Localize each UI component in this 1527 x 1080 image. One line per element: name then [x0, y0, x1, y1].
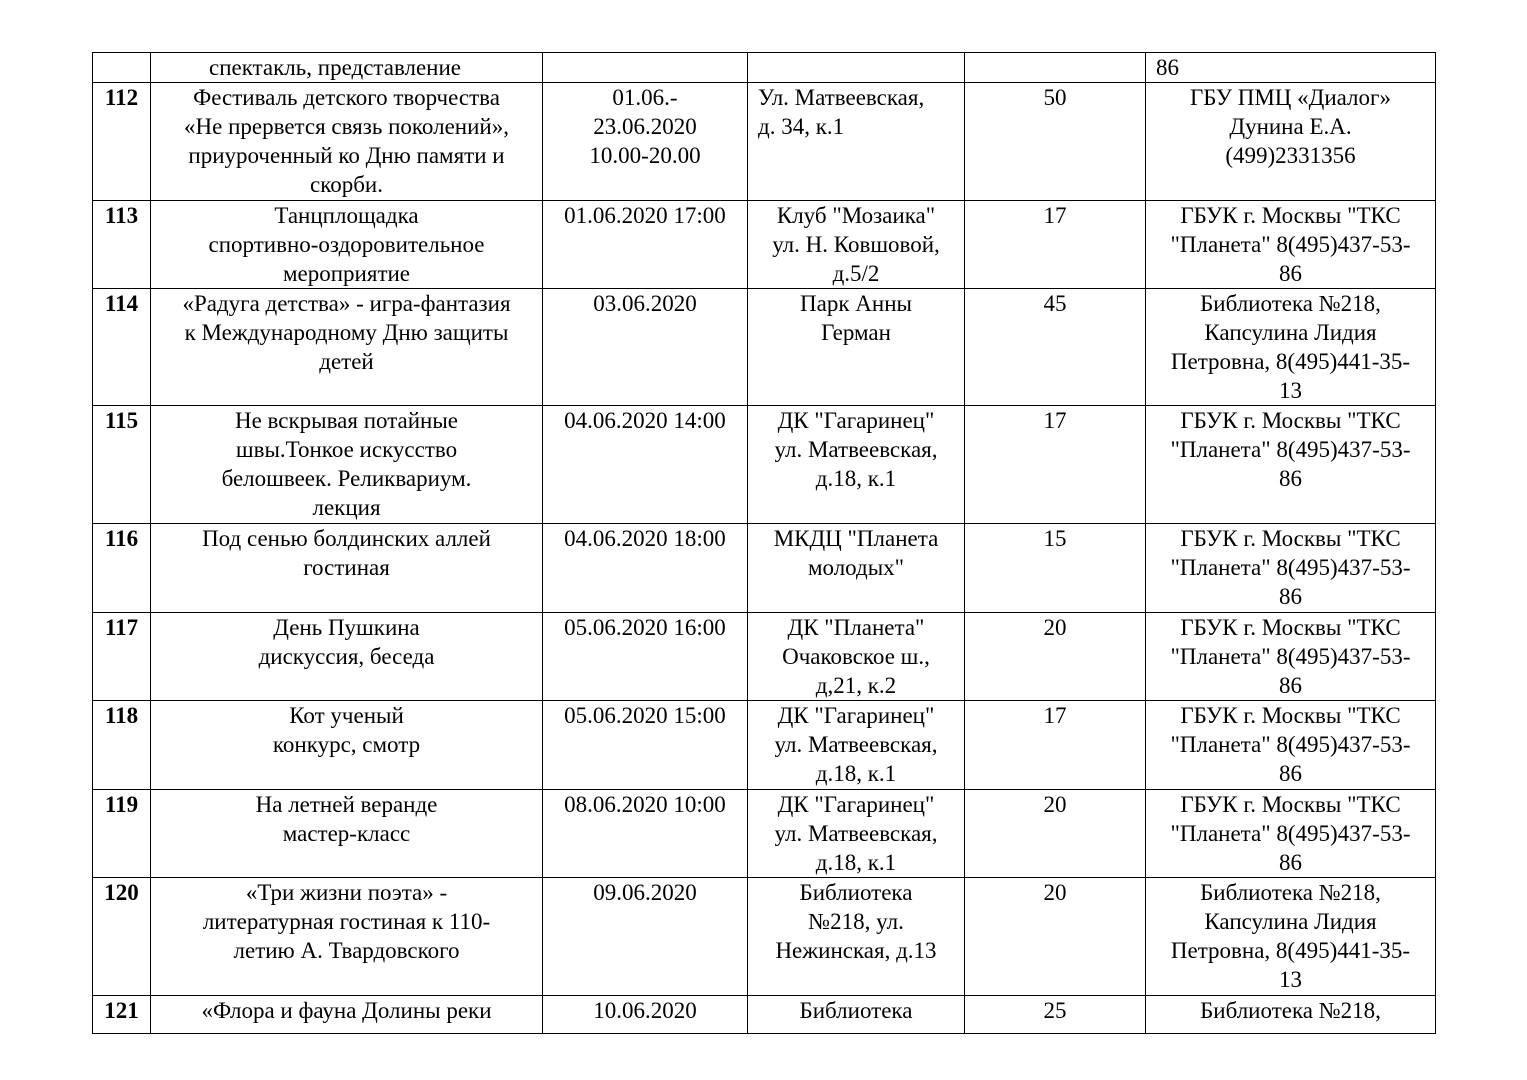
event-name-cell — [151, 289, 543, 406]
event-name-line: мероприятие — [282, 261, 411, 286]
organizer-cell — [1146, 996, 1436, 1034]
event-place-cell — [748, 613, 965, 701]
event-place-cell — [748, 996, 965, 1034]
organizer-line: Капсулина Лидия — [1204, 909, 1377, 934]
event-name-cell — [151, 53, 543, 83]
organizer-line: 13 — [1279, 967, 1302, 992]
event-place-line: Библиотека — [799, 880, 913, 905]
participants-count: 20 — [965, 613, 1146, 701]
organizer-line: 86 — [1279, 850, 1302, 875]
event-place-line: молодых" — [807, 555, 905, 580]
event-place-line: Клуб "Мозаика" — [776, 203, 936, 228]
event-date-line: 23.06.2020 — [593, 114, 697, 139]
table-row — [93, 53, 1436, 83]
table-row — [93, 289, 1436, 406]
participants-count: 17 — [965, 406, 1146, 524]
event-place-cell — [748, 878, 965, 996]
row-number: 117 — [93, 613, 151, 701]
table-row — [93, 996, 1436, 1034]
participants-count: 17 — [965, 701, 1146, 790]
table-row — [93, 524, 1436, 613]
event-place-line: Библиотека — [799, 998, 913, 1023]
organizer-line: 86 — [1279, 673, 1302, 698]
event-name-line: Не вскрывая потайные — [234, 408, 459, 433]
organizer-cell — [1146, 701, 1436, 790]
table-row — [93, 701, 1436, 790]
organizer-cell — [1146, 289, 1436, 406]
row-number: 119 — [93, 790, 151, 878]
event-place-line: Ул. Матвеевская, — [758, 85, 925, 110]
event-date-cell — [543, 878, 748, 996]
organizer-line: ГБУ ПМЦ «Диалог» — [1190, 85, 1391, 110]
organizer-line: ГБУК г. Москвы "ТКС — [1180, 703, 1401, 728]
event-place-line: ул. Матвеевская, — [774, 437, 938, 462]
event-date-line: 08.06.2020 10:00 — [564, 792, 726, 817]
participants-count: 20 — [965, 790, 1146, 878]
event-place-cell — [748, 83, 965, 201]
row-number: 114 — [93, 289, 151, 406]
table-row — [93, 406, 1436, 524]
event-date-line: 01.06.2020 17:00 — [564, 203, 726, 228]
event-date-line: 09.06.2020 — [593, 880, 697, 905]
organizer-line: (499)2331356 — [1225, 143, 1356, 168]
row-number: 118 — [93, 701, 151, 790]
event-place-cell — [748, 53, 965, 83]
event-place-line: №218, ул. — [808, 909, 904, 934]
organizer-line: "Планета" 8(495)437-53- — [1170, 644, 1411, 669]
event-date-line: 04.06.2020 18:00 — [564, 526, 726, 551]
event-date-cell — [543, 524, 748, 613]
event-name-line: гостиная — [303, 555, 390, 580]
organizer-line: "Планета" 8(495)437-53- — [1170, 232, 1411, 257]
event-name-cell — [151, 406, 543, 524]
event-date-line: 03.06.2020 — [593, 291, 697, 316]
organizer-line: ГБУК г. Москвы "ТКС — [1180, 203, 1401, 228]
event-name-line: лекция — [312, 495, 381, 520]
event-name-line: дискуссия, беседа — [258, 644, 435, 669]
event-date-line: 10.00-20.00 — [589, 143, 701, 168]
row-number: 115 — [93, 406, 151, 524]
event-name-line: швы.Тонкое искусство — [235, 437, 458, 462]
event-name-line: летию А. Твардовского — [233, 938, 460, 963]
event-place-line: ДК "Гагаринец" — [777, 408, 935, 433]
event-place-line: Нежинская, д.13 — [775, 938, 937, 963]
row-number: 120 — [93, 878, 151, 996]
event-place-line: Очаковское ш., — [782, 644, 930, 669]
participants-count: 17 — [965, 201, 1146, 289]
event-name-cell — [151, 996, 543, 1034]
organizer-cell — [1146, 83, 1436, 201]
event-name-line: Кот ученый — [289, 703, 404, 728]
row-number: 112 — [93, 83, 151, 201]
organizer-cell — [1146, 613, 1436, 701]
event-name-line: «Не прервется связь поколений», — [184, 114, 509, 139]
participants-count: 15 — [965, 524, 1146, 613]
event-name-line: На летней веранде — [255, 792, 438, 817]
organizer-line: 86 — [1279, 466, 1302, 491]
event-name-line: детей — [319, 349, 374, 374]
event-place-cell — [748, 790, 965, 878]
event-name-line: белошвеек. Реликвариум. — [221, 466, 472, 491]
participants-count: 50 — [965, 83, 1146, 201]
row-number: 113 — [93, 201, 151, 289]
event-place-cell — [748, 289, 965, 406]
event-place-line: ул. Матвеевская, — [774, 821, 938, 846]
event-name-line: «Три жизни поэта» - — [245, 880, 448, 905]
event-name-cell — [151, 701, 543, 790]
event-name-cell — [151, 613, 543, 701]
event-place-line: ул. Матвеевская, — [774, 732, 938, 757]
organizer-line: 13 — [1279, 378, 1302, 403]
event-name-line: мастер-класс — [282, 821, 411, 846]
event-name-line: «Флора и фауна Долины реки — [201, 998, 492, 1023]
event-place-line: Парк Анны — [800, 291, 912, 316]
event-name-line: конкурс, смотр — [272, 732, 421, 757]
event-date-cell — [543, 53, 748, 83]
organizer-line: 86 — [1279, 584, 1302, 609]
event-place-line: МКДЦ "Планета — [773, 526, 939, 551]
event-name-cell — [151, 83, 543, 201]
row-number: 121 — [93, 996, 151, 1034]
event-name-line: спектакль, представление — [209, 55, 462, 80]
table-row — [93, 201, 1436, 289]
event-name-line: Танцплощадка — [274, 203, 419, 228]
event-date-cell — [543, 83, 748, 201]
event-place-line: д.5/2 — [832, 261, 880, 286]
organizer-line: "Планета" 8(495)437-53- — [1170, 555, 1411, 580]
event-date-line: 05.06.2020 16:00 — [564, 615, 726, 640]
event-place-cell — [748, 201, 965, 289]
row-number: 116 — [93, 524, 151, 613]
event-place-line: д.18, к.1 — [815, 850, 897, 875]
table-row — [93, 83, 1436, 201]
event-name-line: День Пушкина — [273, 615, 420, 640]
event-name-cell — [151, 524, 543, 613]
event-name-line: к Международному Дню защиты — [184, 320, 509, 345]
event-place-line: ДК "Гагаринец" — [777, 703, 935, 728]
participants-count: 25 — [965, 996, 1146, 1034]
organizer-line: ГБУК г. Москвы "ТКС — [1180, 792, 1401, 817]
organizer-cell — [1146, 406, 1436, 524]
organizer-line: Петровна, 8(495)441-35- — [1170, 349, 1411, 374]
event-date-cell — [543, 996, 748, 1034]
event-name-line: «Радуга детства» - игра-фантазия — [182, 291, 511, 316]
event-name-cell — [151, 878, 543, 996]
event-place-line: ДК "Планета" — [787, 615, 925, 640]
organizer-line: 86 — [1279, 761, 1302, 786]
organizer-line: Библиотека №218, — [1200, 291, 1381, 316]
organizer-cell — [1146, 878, 1436, 996]
event-name-cell — [151, 201, 543, 289]
event-name-line: спортивно-оздоровительное — [208, 232, 485, 257]
organizer-line: 86 — [1279, 261, 1302, 286]
event-name-line: приуроченный ко Дню памяти и — [188, 143, 505, 168]
event-date-cell — [543, 701, 748, 790]
organizer-line: ГБУК г. Москвы "ТКС — [1180, 615, 1401, 640]
event-place-cell — [748, 524, 965, 613]
organizer-line: Дунина Е.А. — [1229, 114, 1352, 139]
event-date-cell — [543, 406, 748, 524]
participants-count: 20 — [965, 878, 1146, 996]
organizer-line: ГБУК г. Москвы "ТКС — [1180, 526, 1401, 551]
organizer-line: 86 — [1156, 55, 1179, 80]
event-place-line: д,21, к.2 — [815, 673, 897, 698]
events-table-body — [93, 53, 1436, 1034]
organizer-line: ГБУК г. Москвы "ТКС — [1180, 408, 1401, 433]
event-place-line: Герман — [821, 320, 891, 345]
table-row — [93, 790, 1436, 878]
events-table — [92, 52, 1436, 1034]
event-place-line: д. 34, к.1 — [758, 114, 845, 139]
event-place-line: д.18, к.1 — [815, 466, 897, 491]
organizer-cell — [1146, 201, 1436, 289]
table-row — [93, 613, 1436, 701]
event-date-line: 01.06.- — [612, 85, 678, 110]
event-name-line: литературная гостиная к 110- — [202, 909, 491, 934]
event-date-cell — [543, 613, 748, 701]
participants-count: 45 — [965, 289, 1146, 406]
event-place-line: д.18, к.1 — [815, 761, 897, 786]
event-name-line: Под сенью болдинских аллей — [202, 526, 491, 551]
organizer-line: Капсулина Лидия — [1204, 320, 1377, 345]
event-place-cell — [748, 701, 965, 790]
event-date-line: 10.06.2020 — [593, 998, 697, 1023]
table-row — [93, 878, 1436, 996]
organizer-line: "Планета" 8(495)437-53- — [1170, 821, 1411, 846]
event-name-cell — [151, 790, 543, 878]
organizer-line: Библиотека №218, — [1200, 880, 1381, 905]
event-name-line: скорби. — [310, 172, 383, 197]
event-date-cell — [543, 201, 748, 289]
row-number — [93, 53, 151, 83]
event-date-cell — [543, 289, 748, 406]
event-date-cell — [543, 790, 748, 878]
organizer-line: Библиотека №218, — [1200, 998, 1381, 1023]
event-date-line: 04.06.2020 14:00 — [564, 408, 726, 433]
organizer-line: "Планета" 8(495)437-53- — [1170, 732, 1411, 757]
event-date-line: 05.06.2020 15:00 — [564, 703, 726, 728]
event-name-line: Фестиваль детского творчества — [193, 85, 500, 110]
participants-count — [965, 53, 1146, 83]
organizer-cell — [1146, 790, 1436, 878]
organizer-cell — [1146, 53, 1436, 83]
organizer-cell — [1146, 524, 1436, 613]
event-place-cell — [748, 406, 965, 524]
event-place-line: ул. Н. Ковшовой, — [772, 232, 940, 257]
organizer-line: "Планета" 8(495)437-53- — [1170, 437, 1411, 462]
organizer-line: Петровна, 8(495)441-35- — [1170, 938, 1411, 963]
event-place-line: ДК "Гагаринец" — [777, 792, 935, 817]
